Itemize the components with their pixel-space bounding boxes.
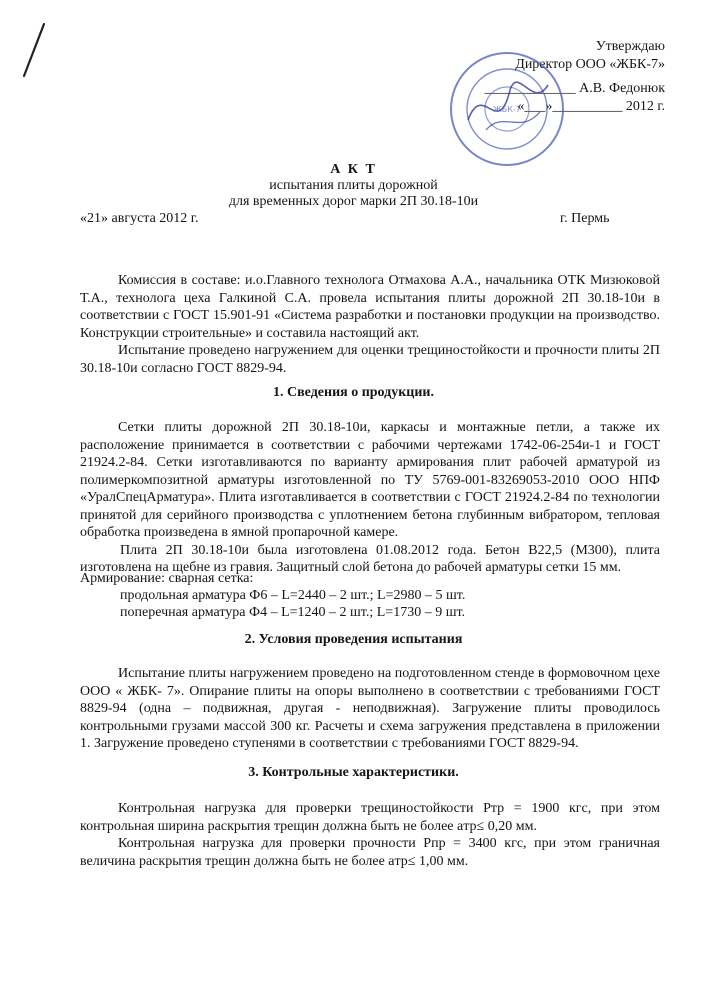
approval-date: «___»__________ 2012 г. <box>517 99 665 114</box>
intro-block <box>80 272 660 377</box>
section-3-body <box>80 800 660 870</box>
section-3-paragraph-2: Контрольная нагрузка для проверки прочности Рпр = 3400 кгс, при этом граничная величина раскрытия трещин должна быть не более aтр≤ 1,00 мм. <box>80 836 660 869</box>
section-1-body <box>80 419 660 577</box>
document-date: «21» августа 2012 г. <box>80 211 199 226</box>
section-2-paragraph-1: Испытание плиты нагружением проведено на подготовленном стенде в формовочном цехе ООО « ЖБК- 7». Опирание плиты на опоры выполнено в соответствии с требованиями ГОСТ 8829-94 (одна – подвижная, другая - неподвижная). Загружение плиты проводилось контрольными грузами массой 300 кг. Расчеты и схема загружения представлена в приложении 1. Загружение проведено ступенями в соответствии с требованиями ГОСТ 8829-94. <box>80 666 660 751</box>
approval-word: Утверждаю <box>595 39 665 54</box>
section-2-heading: 2. Условия проведения испытания <box>244 632 463 647</box>
intro-paragraph-2: Испытание проведено нагружением для оценки трещиностойкости и прочности плиты 2П 30.18-10и согласно ГОСТ 8829-94. <box>80 343 660 376</box>
document-subtitle-2: для временных дорог марки 2П 30.18-10и <box>228 194 479 209</box>
section-1-heading: 1. Сведения о продукции. <box>273 385 434 400</box>
reinforcement-title: Армирование: сварная сетка: <box>80 571 254 586</box>
section-3-heading: 3. Контрольные характеристики. <box>248 765 459 780</box>
company-stamp <box>448 50 566 168</box>
document-title: А К Т <box>330 162 377 177</box>
approval-director: Директор ООО «ЖБК-7» <box>515 57 665 72</box>
document-subtitle-1: испытания плиты дорожной <box>269 178 438 193</box>
intro-paragraph-1: Комиссия в составе: и.о.Главного технолога Отмахова А.А., начальника ОТК Мизюковой Т.А., технолога цеха Галкиной С.А. провела испытания плиты дорожной 2П 30.18-10и в соответствии с ГОСТ 15.901-91 «Система разработки и постановки продукции на производство. Конструкции строительные» и составила настоящий акт. <box>80 273 660 341</box>
reinforcement-transverse: поперечная арматура Ф4 – L=1240 – 2 шт.; L=1730 – 9 шт. <box>120 605 466 620</box>
svg-text:ЖБК-7: ЖБК-7 <box>493 105 521 114</box>
pen-mark <box>14 20 54 80</box>
document-city: г. Пермь <box>560 211 610 226</box>
section-1-paragraph-1: Сетки плиты дорожной 2П 30.18-10и, каркасы и монтажные петли, а также их расположение принимается в соответствии с рабочими чертежами 1742-06-254и-1 и ГОСТ 21924.2-84. Сетки изготавливаются по варианту армирования плит рабочей арматурой из полимеркомпозитной арматуры изготовленной по ТУ 5769-001-83269053-2010 ООО НПФ «УралСпецАрматура». Плита изготавливается в соответствии с ГОСТ 21924.2-84 по технологии принятой для серийного производства с уплотнением бетона глубинным вибратором, тепловая обработка произведена в ямной пропарочной камере. <box>80 420 660 540</box>
reinforcement-longitudinal: продольная арматура Ф6 – L=2440 – 2 шт.; L=2980 – 5 шт. <box>120 588 466 603</box>
section-2-body <box>80 665 660 753</box>
reinforcement-block <box>80 570 465 621</box>
section-1-paragraph-2: Плита 2П 30.18-10и была изготовлена 01.08.2012 года. Бетон В22,5 (М300), плита изготовлена на щебне из гравия. Защитный слой бетона до рабочей арматуры сетки 15 мм. <box>80 542 660 575</box>
section-3-paragraph-1: Контрольная нагрузка для проверки трещиностойкости Ртр = 1900 кгс, при этом контрольная ширина раскрытия трещин должна быть не более aтр≤ 0,20 мм. <box>80 801 660 834</box>
approval-signer: _____________ А.В. Федонюк <box>484 81 665 96</box>
